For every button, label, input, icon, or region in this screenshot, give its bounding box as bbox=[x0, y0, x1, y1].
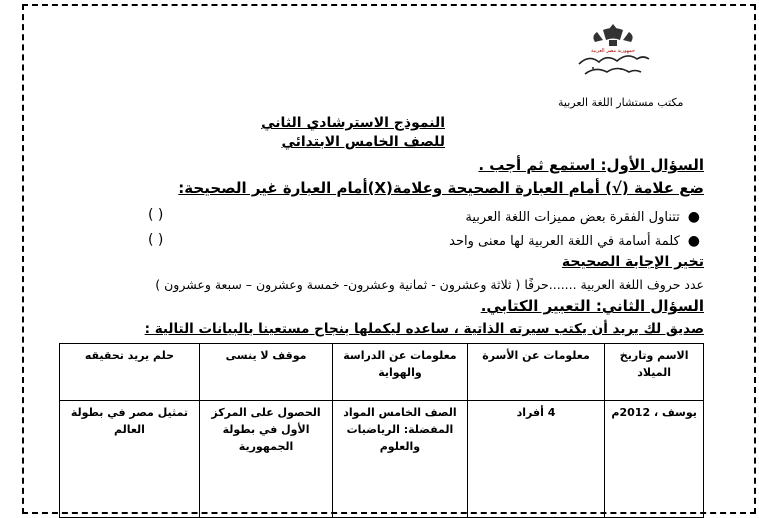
cell-text: 4 أفراد bbox=[516, 406, 556, 419]
table-cell bbox=[60, 401, 200, 518]
question2-title: السؤال الثاني: التعبير الكتابي. bbox=[480, 297, 704, 315]
statement-text: تتناول الفقرة بعض مميزات اللغة العربية bbox=[465, 209, 680, 225]
ministry-logo bbox=[573, 22, 653, 80]
cell-text: يوسف ، 2012م bbox=[611, 406, 697, 419]
table-cell bbox=[467, 401, 605, 518]
table-cell bbox=[605, 401, 704, 518]
cell-text: تمثيل مصر في بطولة العالم bbox=[70, 406, 189, 436]
table-header-cell: معلومات عن الأسرة bbox=[467, 344, 605, 401]
bullet-icon: ● bbox=[687, 209, 700, 225]
table-header-cell: الاسم وتاريخ الميلاد bbox=[605, 344, 704, 401]
answer-blank[interactable]: ( ) bbox=[148, 232, 164, 248]
table-cell bbox=[199, 401, 332, 518]
statement-item bbox=[465, 209, 700, 225]
question1-instruction: ضع علامة (√) أمام العبارة الصحيحة وعلامة(X)أمام العبارة غير الصحيحة: bbox=[178, 179, 704, 197]
table-header-cell: موقف لا ينسى bbox=[199, 344, 332, 401]
statement-text: كلمة أسامة في اللغة العربية لها معنى واحد bbox=[449, 233, 680, 249]
choose-title: تخير الإجابة الصحيحة bbox=[561, 254, 704, 270]
bullet-icon: ● bbox=[687, 233, 700, 249]
cv-table bbox=[59, 343, 704, 518]
office-name: مكتب مستشار اللغة العربية bbox=[558, 96, 684, 109]
exam-title: النموذج الاسترشادي الثاني bbox=[261, 115, 445, 131]
answer-blank[interactable]: ( ) bbox=[148, 207, 164, 223]
table-row bbox=[60, 401, 704, 518]
cell-text: الصف الخامس المواد المفضلة: الرياضيات والعلوم bbox=[343, 406, 457, 453]
table-header-row bbox=[60, 344, 704, 401]
table-header-cell: معلومات عن الدراسة والهواية bbox=[333, 344, 467, 401]
question1-title: السؤال الأول: استمع ثم أجب . bbox=[478, 156, 704, 174]
svg-text:جمهورية مصر العربية: جمهورية مصر العربية bbox=[591, 48, 635, 54]
choose-question: عدد حروف اللغة العربية .......حرفًا ( ثلاثة وعشرون - ثمانية وعشرون- خمسة وعشرون – سبعة وعشرون ) bbox=[155, 277, 704, 292]
statement-item bbox=[449, 233, 700, 249]
cell-text: الحصول على المركز الأول في بطولة الجمهورية bbox=[211, 406, 321, 453]
table-cell bbox=[333, 401, 467, 518]
exam-grade: للصف الخامس الابتدائي bbox=[281, 134, 445, 150]
table-header-cell: حلم يريد تحقيقه bbox=[60, 344, 200, 401]
question2-prompt: صديق لك يريد أن يكتب سيرته الذاتية ، ساعده ليكملها بنجاح مستعينا بالبيانات التالية : bbox=[144, 321, 704, 337]
